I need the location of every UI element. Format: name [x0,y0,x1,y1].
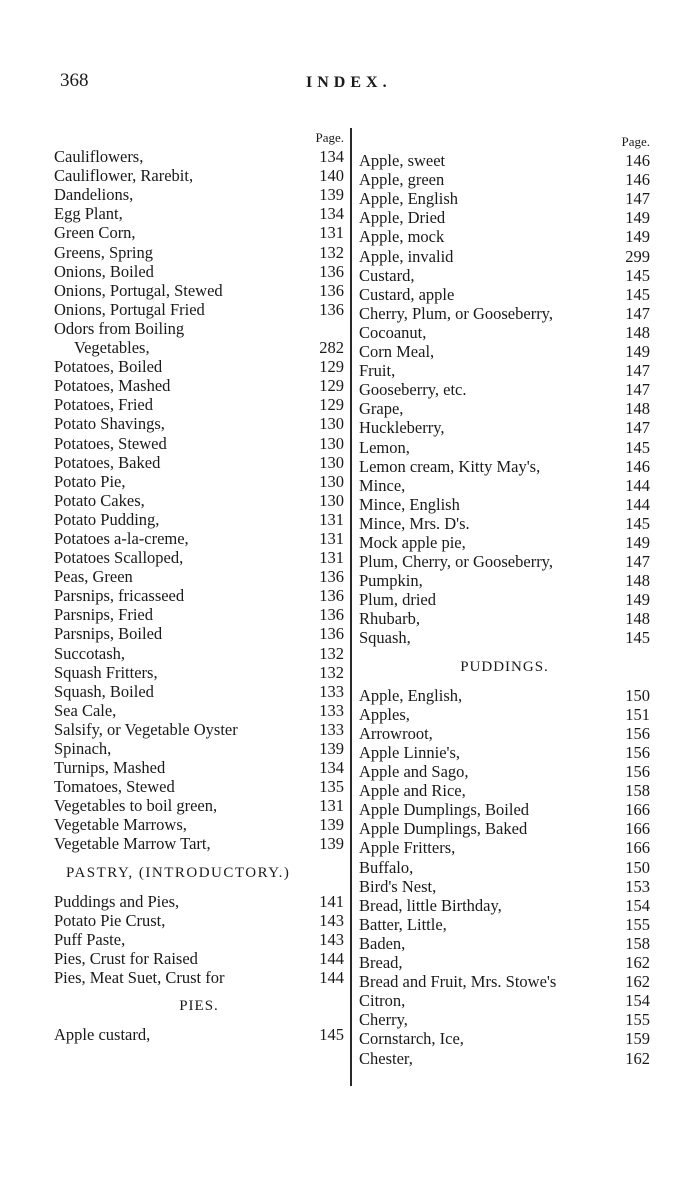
index-entry [54,968,344,987]
index-entry [359,495,650,514]
index-entry [54,472,344,491]
entry-title: Bread, [359,953,403,973]
entry-page-number: 144 [319,968,344,988]
entry-page-number: 150 [625,857,650,877]
page-label: Page. [621,134,650,149]
entry-title: Parsnips, Fried [54,605,153,625]
index-entry [54,949,344,968]
index-entry [54,758,344,777]
index-entry [54,357,344,376]
entry-page-number: 149 [625,227,650,247]
index-entry [54,281,344,300]
entry-title: Odors from Boiling [54,318,185,338]
index-entry [359,571,650,590]
index-entry [54,204,344,223]
entry-title: Pumpkin, [359,571,423,591]
entry-title: Spinach, [54,739,112,758]
entry-page-number: 130 [319,490,344,510]
entry-page-number: 149 [625,342,650,362]
entry-page-number: 147 [625,361,650,381]
entry-page-number: 154 [625,895,650,915]
column-divider [350,128,352,1086]
index-entry [359,858,650,877]
entry-title: Apple and Rice, [359,781,466,801]
entry-title: Greens, Spring [54,242,153,262]
index-entry [359,189,650,208]
entry-title: Potato Pie Crust, [54,910,166,930]
index-entry [359,457,650,476]
entry-page-number: 153 [625,876,650,896]
entry-page-number: 146 [625,456,650,476]
entry-page-number: 136 [319,605,344,625]
section-heading: PUDDINGS. [460,658,549,675]
entry-page-number: 145 [625,265,650,285]
entry-page-number: 148 [625,609,650,629]
index-entry [54,453,344,472]
entry-page-number: 134 [319,204,344,224]
entry-page-number: 133 [319,681,344,701]
index-entry [54,796,344,815]
entry-title: Potatoes a-la-creme, [54,528,189,548]
entry-page-number: 166 [625,838,650,858]
index-entry [54,930,344,949]
entry-page-number: 146 [625,170,650,190]
page-label: Page. [315,130,344,145]
entry-page-number: 136 [319,280,344,300]
entry-page-number: 145 [625,628,650,648]
index-entry [359,1049,650,1068]
index-entry [359,743,650,762]
entry-title: Apple custard, [54,1025,151,1045]
entry-title: Plum, dried [359,590,436,610]
entry-page-number: 129 [319,395,344,415]
entry-title: Parsnips, Boiled [54,624,163,644]
right-index-column [359,132,650,1068]
entry-page-number: 156 [625,743,650,762]
index-entry [359,361,650,380]
entry-page-number: 147 [625,380,650,400]
entry-page-number: 136 [319,624,344,644]
index-entry [359,247,650,266]
entry-title: Potato Pie, [54,471,126,491]
entry-title: Dandelions, [54,185,134,205]
entry-page-number: 143 [319,929,344,949]
entry-page-number: 162 [625,953,650,973]
entry-page-number: 156 [625,762,650,782]
entry-title: Bird's Nest, [359,876,437,896]
entry-page-number: 282 [319,338,344,358]
entry-page-number: 148 [625,322,650,342]
index-entry [359,838,650,857]
entry-title: Custard, apple [359,284,455,304]
entry-title: Grape, [359,399,404,419]
entry-page-number: 147 [625,303,650,323]
index-entry [359,972,650,991]
entry-page-number: 158 [625,781,650,801]
entry-page-number: 132 [319,242,344,262]
index-entry [54,243,344,262]
entry-title: Pies, Crust for Raised [54,949,198,969]
entry-page-number: 129 [319,376,344,396]
page-column-heading [359,132,650,151]
entry-page-number: 139 [319,834,344,854]
entry-title: Potato Shavings, [54,414,165,434]
entry-title: Potatoes Scalloped, [54,548,184,568]
entry-page-number: 299 [625,246,650,266]
entry-title: Baden, [359,933,406,953]
entry-page-number: 131 [319,223,344,243]
entry-title: Apple Fritters, [359,838,456,858]
index-entry [359,953,650,972]
index-entry [359,533,650,552]
index-entry [359,877,650,896]
page-number: 368 [60,70,89,91]
index-entry [54,644,344,663]
index-entry [54,529,344,548]
index-entry [359,151,650,170]
entry-page-number: 145 [625,437,650,457]
index-entry [54,147,344,166]
entry-title: Turnips, Mashed [54,758,166,778]
entry-page-number: 147 [625,189,650,209]
entry-title: Batter, Little, [359,914,447,934]
entry-title: Cornstarch, Ice, [359,1029,464,1049]
index-entry [359,304,650,323]
entry-title: Bread and Fruit, Mrs. Stowe's [359,972,557,992]
entry-title: Mince, Mrs. D's. [359,513,470,533]
index-entry [359,380,650,399]
entry-page-number: 134 [319,147,344,167]
entry-title: Apple Linnie's, [359,743,461,762]
entry-page-number: 133 [319,700,344,720]
index-entry [54,548,344,567]
entry-title: Squash, [359,628,411,648]
entry-title: Potatoes, Fried [54,395,153,415]
entry-title: Mock apple pie, [359,532,466,552]
running-head: INDEX. [306,74,392,91]
entry-page-number: 133 [319,719,344,739]
entry-page-number: 154 [625,991,650,1011]
entry-page-number: 130 [319,452,344,472]
entry-page-number: 129 [319,357,344,377]
section-heading: PIES. [179,998,219,1015]
entry-page-number: 144 [319,949,344,969]
entry-page-number: 147 [625,552,650,572]
index-entry [359,399,650,418]
index-entry [359,418,650,437]
entry-page-number: 158 [625,933,650,953]
entry-title: Egg Plant, [54,204,123,224]
index-entry [54,586,344,605]
index-entry [54,434,344,453]
entry-page-number: 139 [319,185,344,205]
entry-page-number: 162 [625,1048,650,1068]
entry-title: Pies, Meat Suet, Crust for [54,968,225,988]
entry-title: Apple, invalid [359,246,454,266]
entry-title: Gooseberry, etc. [359,380,467,400]
entry-title: Cherry, [359,1010,408,1030]
entry-page-number: 136 [319,261,344,281]
index-entry [54,1025,344,1044]
entry-title: Apple, green [359,170,445,190]
entry-title: Squash, Boiled [54,681,154,701]
entry-title: Fruit, [359,361,396,381]
entry-title: Cocoanut, [359,322,427,342]
entry-title: Squash Fritters, [54,662,158,682]
entry-title: Apple and Sago, [359,762,469,782]
entry-title: Onions, Portugal Fried [54,299,205,319]
entry-title: Plum, Cherry, or Gooseberry, [359,552,553,572]
entry-title: Lemon cream, Kitty May's, [359,456,541,476]
index-entry [54,185,344,204]
index-entry [54,319,344,338]
entry-page-number: 130 [319,471,344,491]
entry-title: Apple Dumplings, Baked [359,819,528,839]
entry-title: Apple, mock [359,227,445,247]
entry-title: Peas, Green [54,567,133,587]
entry-page-number: 155 [625,914,650,934]
entry-page-number: 139 [319,739,344,758]
entry-page-number: 132 [319,643,344,663]
entry-title: Potato Cakes, [54,490,145,510]
index-entry [359,934,650,953]
entry-page-number: 151 [625,704,650,724]
entry-title: Cauliflower, Rarebit, [54,166,194,186]
index-entry [359,514,650,533]
entry-title: Vegetable Marrows, [54,815,187,835]
left-index-column [54,128,344,1045]
entry-title: Rhubarb, [359,609,420,629]
entry-page-number: 130 [319,433,344,453]
index-entry [359,915,650,934]
index-entry [359,170,650,189]
entry-title: Potatoes, Boiled [54,357,163,377]
entry-title: Chester, [359,1048,413,1068]
index-entry [54,262,344,281]
index-entry [54,663,344,682]
entry-page-number: 131 [319,548,344,568]
entry-title: Apples, [359,704,410,724]
entry-title: Salsify, or Vegetable Oyster [54,719,238,739]
entry-page-number: 145 [625,513,650,533]
index-entry [359,323,650,342]
index-entry [359,724,650,743]
index-entry [54,911,344,930]
entry-title: Tomatoes, Stewed [54,777,175,797]
index-entry [54,834,344,853]
index-entry [359,266,650,285]
entry-title: Vegetables, [74,338,150,358]
entry-title: Apple Dumplings, Boiled [359,800,530,820]
entry-title: Corn Meal, [359,342,435,362]
index-entry [54,491,344,510]
entry-page-number: 146 [625,151,650,171]
entry-page-number: 144 [625,475,650,495]
index-entry [359,552,650,571]
index-entry [359,819,650,838]
entry-page-number: 141 [319,891,344,911]
index-entry [359,705,650,724]
index-entry [359,762,650,781]
entry-page-number: 131 [319,528,344,548]
entry-page-number: 166 [625,819,650,839]
entry-page-number: 149 [625,532,650,552]
entry-title: Sea Cale, [54,700,117,720]
index-entry [359,342,650,361]
index-entry [54,376,344,395]
entry-page-number: 148 [625,571,650,591]
entry-page-number: 136 [319,567,344,587]
entry-page-number: 143 [319,910,344,930]
index-entry [54,223,344,242]
entry-title: Cherry, Plum, or Gooseberry, [359,303,553,323]
entry-title: Arrowroot, [359,723,433,743]
entry-title: Huckleberry, [359,418,445,438]
entry-page-number: 134 [319,758,344,778]
index-entry [359,208,650,227]
entry-page-number: 166 [625,800,650,820]
index-entry [54,338,344,357]
entry-page-number: 131 [319,796,344,816]
entry-title: Apple, sweet [359,151,446,171]
index-entry [359,609,650,628]
index-entry [54,624,344,643]
index-entry [54,605,344,624]
entry-page-number: 136 [319,299,344,319]
entry-page-number: 131 [319,509,344,529]
entry-page-number: 144 [625,494,650,514]
entry-title: Vegetables to boil green, [54,796,218,816]
entry-page-number: 162 [625,972,650,992]
entry-title: Apple, Dried [359,208,446,228]
entry-title: Custard, [359,265,415,285]
index-entry [359,590,650,609]
index-entry [359,476,650,495]
entry-page-number: 159 [625,1029,650,1049]
entry-title: Potatoes, Baked [54,452,161,472]
entry-title: Green Corn, [54,223,136,243]
index-entry [359,896,650,915]
entry-title: Onions, Boiled [54,261,154,281]
entry-title: Potato Pudding, [54,509,160,529]
page-column-heading [54,128,344,147]
entry-page-number: 136 [319,586,344,606]
index-entry [54,395,344,414]
entry-title: Lemon, [359,437,410,457]
entry-page-number: 135 [319,777,344,797]
index-entry [359,227,650,246]
entry-page-number: 145 [319,1025,344,1045]
entry-title: Apple, English [359,189,458,209]
entry-page-number: 150 [625,685,650,705]
entry-title: Apple, English, [359,685,463,705]
entry-page-number: 130 [319,414,344,434]
entry-title: Onions, Portugal, Stewed [54,280,223,300]
index-entry [359,1010,650,1029]
entry-page-number: 132 [319,662,344,682]
index-entry [54,720,344,739]
entry-title: Buffalo, [359,857,414,877]
entry-page-number: 155 [625,1010,650,1030]
index-entry [54,892,344,911]
index-entry [54,300,344,319]
section-heading: PASTRY, (INTRODUCTORY.) [66,864,291,881]
entry-page-number: 140 [319,166,344,186]
index-entry [54,510,344,529]
index-entry [54,815,344,834]
entry-title: Parsnips, fricasseed [54,586,185,606]
index-entry [54,414,344,433]
index-entry [359,686,650,705]
index-entry [54,777,344,796]
index-entry [54,739,344,758]
entry-title: Potatoes, Mashed [54,376,171,396]
entry-title: Cauliflowers, [54,147,144,167]
index-entry [359,781,650,800]
entry-page-number: 149 [625,590,650,610]
index-entry [54,567,344,586]
entry-page-number: 147 [625,418,650,438]
entry-page-number: 149 [625,208,650,228]
entry-page-number: 156 [625,723,650,743]
entry-page-number: 145 [625,284,650,304]
index-entry [359,1029,650,1048]
entry-title: Citron, [359,991,406,1011]
entry-title: Mince, [359,475,406,495]
index-entry [359,800,650,819]
index-entry [54,682,344,701]
entry-title: Succotash, [54,643,126,663]
index-entry [359,628,650,647]
index-entry [359,285,650,304]
entry-title: Vegetable Marrow Tart, [54,834,211,854]
entry-page-number: 139 [319,815,344,835]
index-entry [54,166,344,185]
entry-title: Puddings and Pies, [54,891,180,911]
index-entry [54,701,344,720]
index-entry [359,438,650,457]
index-entry [359,991,650,1010]
entry-page-number: 148 [625,399,650,419]
entry-title: Mince, English [359,494,460,514]
entry-title: Bread, little Birthday, [359,895,502,915]
entry-title: Puff Paste, [54,929,126,949]
entry-title: Potatoes, Stewed [54,433,167,453]
